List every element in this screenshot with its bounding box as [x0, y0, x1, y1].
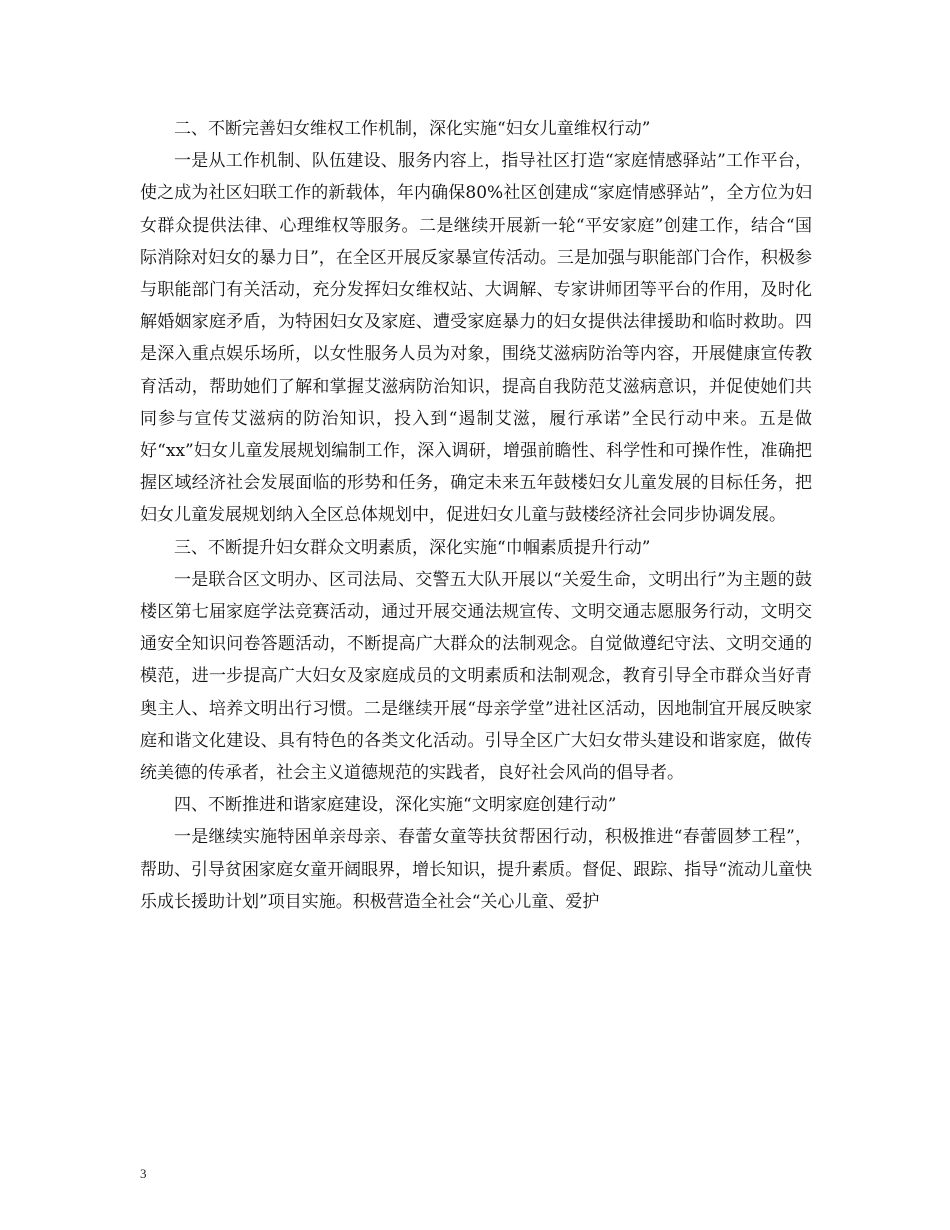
- page-number: 3: [140, 1166, 147, 1181]
- section-heading-4: 四、不断推进和谐家庭建设，深化实施“文明家庭创建行动”: [174, 795, 617, 816]
- body-paragraph: 一是从工作机制、队伍建设、服务内容上，指导社区打造“家庭情感驿站”工作平台，使之成为社区妇联工作的新载体，年内确保80%社区创建成“家庭情感驿站”，全方位为妇女群众提供法律、心理维权等服务。二是继续开展新一轮“平安家庭”创建工作，结合“国际消除对妇女的暴力日”，在全区开展反家暴宣传活动。三是加强与职能部门合作，积极参与职能部门有关活动，充分发挥妇女维权站、大调解、专家讲师团等平台的作用，及时化解婚姻家庭矛盾，为特困妇女及家庭、遭受家庭暴力的妇女提供法律援助和临时救助。四是深入重点娱乐场所，以女性服务人员为对象，围绕艾滋病防治等内容，开展健康宣传教育活动，帮助她们了解和掌握艾滋病防治知识，提高自我防范艾滋病意识，并促使她们共同参与宣传艾滋病的防治知识，投入到“遏制艾滋，履行承诺”全民行动中来。五是做好“xx”妇女儿童发展规划编制工作，深入调研，增强前瞻性、科学性和可操作性，准确把握区域经济社会发展面临的形势和任务，确定未来五年鼓楼妇女儿童发展的目标任务，把妇女儿童发展规划纳入全区总体规划中，促进妇女儿童与鼓楼经济社会同步协调发展。: [140, 151, 812, 526]
- section-heading-2: 二、不断完善妇女维权工作机制，深化实施“妇女儿童维权行动”: [174, 119, 651, 139]
- body-paragraph: 一是联合区文明办、区司法局、交警五大队开展以“关爱生命，文明出行”为主题的鼓楼区第七届家庭学法竞赛活动，通过开展交通法规宣传、文明交通志愿服务行动，文明交通安全知识问卷答题活动，不断提高广大群众的法制观念。自觉做遵纪守法、文明交通的模范，进一步提高广大妇女及家庭成员的文明素质和法制观念，教育引导全市群众当好青奥主人、培养文明出行习惯。二是继续开展“母亲学堂”进社区活动，因地制宜开展反映家庭和谐文化建设、具有特色的各类文化活动。引导全区广大妇女带头建设和谐家庭，做传统美德的传承者，社会主义道德规范的实践者，良好社会风尚的倡导者。: [140, 569, 812, 784]
- body-paragraph: 一是继续实施特困单亲母亲、春蕾女童等扶贫帮困行动，积极推进“春蕾圆梦工程”，帮助、引导贫困家庭女童开阔眼界，增长知识，提升素质。督促、跟踪、指导“流动儿童快乐成长援助计划”项目实施。积极营造全社会“关心儿童、爱护: [140, 827, 812, 912]
- section-heading-3: 三、不断提升妇女群众文明素质，深化实施“巾帼素质提升行动”: [174, 537, 651, 558]
- document-body: [140, 113, 812, 918]
